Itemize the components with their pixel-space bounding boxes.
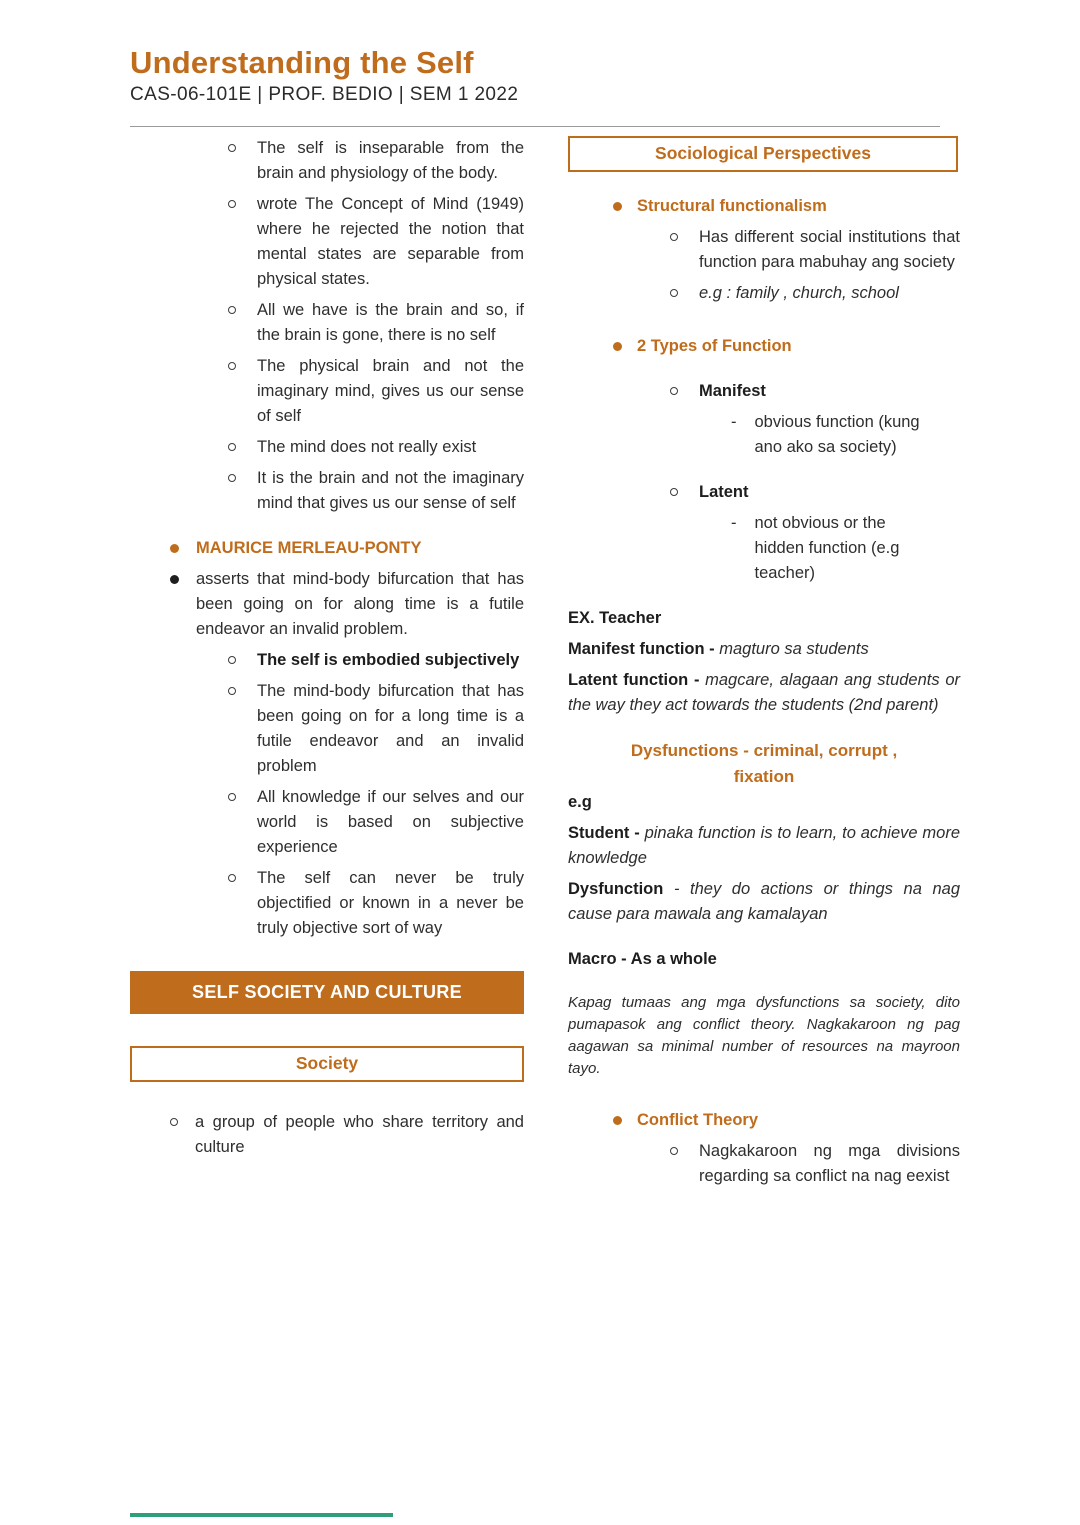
dysfunctions-heading-line2: fixation — [733, 767, 795, 786]
list-item — [670, 379, 960, 404]
page-title: Understanding the Self — [130, 45, 474, 80]
bullet-icon — [613, 1116, 622, 1125]
list-item-text: It is the brain and not the imaginary mind that gives us our sense of self — [257, 469, 524, 512]
list-item — [170, 1110, 524, 1160]
list-item — [228, 298, 524, 348]
manifest-function-lead: Manifest function - — [568, 640, 720, 658]
list-item — [228, 354, 524, 429]
list-item — [228, 136, 524, 186]
list-item-text: asserts that mind-body bifurcation that has been going on for along time is a futile endeavor an invalid problem. — [196, 570, 524, 638]
list-item-text: The self is inseparable from the brain and physiology of the body. — [257, 139, 524, 182]
list-item — [228, 466, 524, 516]
latent-function-lead: Latent function - — [568, 671, 706, 689]
latent-function-line — [568, 668, 960, 718]
bullet-icon — [613, 202, 622, 211]
list-item — [670, 281, 960, 306]
heading-text: Structural functionalism — [637, 197, 827, 215]
list-item-text: All we have is the brain and so, if the brain is gone, there is no self — [257, 301, 524, 344]
list-item-text: Has different social institutions that function para mabuhay ang society — [699, 228, 960, 271]
dash-bullet-icon — [731, 511, 737, 536]
eg-label: e.g — [568, 793, 592, 811]
circle-bullet-icon — [228, 443, 236, 451]
circle-bullet-icon — [228, 687, 236, 695]
student-lead: Student - — [568, 824, 645, 842]
list-item — [228, 435, 524, 460]
circle-bullet-icon — [670, 289, 678, 297]
page-header — [130, 46, 950, 107]
list-item — [228, 866, 524, 941]
list-item-text: Manifest — [699, 382, 766, 400]
heading-text: Conflict Theory — [637, 1111, 759, 1129]
list-item — [731, 410, 960, 460]
next-section-divider-partial — [130, 1513, 393, 1517]
dash-bullet-icon — [731, 410, 737, 435]
circle-bullet-icon — [228, 474, 236, 482]
list-item — [670, 225, 960, 275]
right-column — [568, 136, 960, 1195]
macro-line: Macro - As a whole — [568, 950, 717, 968]
student-text: pinaka function is to learn, to achieve more knowledge — [568, 824, 960, 867]
circle-bullet-icon — [670, 233, 678, 241]
list-item-text: Latent — [699, 483, 749, 501]
dysfunction-text: - they do actions or things na nag cause para mawala ang kamalayan — [568, 880, 960, 923]
dysfunction-example-line — [568, 877, 960, 927]
heading-text: MAURICE MERLEAU-PONTY — [196, 539, 422, 557]
dysfunction-lead: Dysfunction — [568, 880, 664, 898]
list-item-text: obvious function (kung ano ako sa society) — [754, 413, 920, 456]
bullet-icon — [170, 575, 179, 584]
sociological-perspectives-box — [568, 136, 958, 172]
dysfunctions-heading-line1: Dysfunctions - criminal, corrupt , — [630, 741, 898, 760]
heading-conflict-theory — [613, 1108, 960, 1133]
heading-structural-functionalism — [613, 194, 960, 219]
list-item-text: e.g : family , church, school — [699, 284, 899, 302]
circle-bullet-icon — [228, 200, 236, 208]
circle-bullet-icon — [170, 1118, 178, 1126]
sociological-perspectives-text: Sociological Perspectives — [655, 143, 871, 163]
circle-bullet-icon — [670, 387, 678, 395]
circle-bullet-icon — [228, 874, 236, 882]
latent-function-text: magcare, alagaan ang students or the way they act towards the students (2nd parent) — [568, 671, 960, 714]
list-item-text: The self can never be truly objectified or known in a never be truly objective sort of way — [257, 869, 524, 937]
bullet-icon — [170, 544, 179, 553]
circle-bullet-icon — [228, 656, 236, 664]
circle-bullet-icon — [228, 144, 236, 152]
heading-two-types-of-function — [613, 334, 960, 359]
circle-bullet-icon — [228, 306, 236, 314]
list-item — [670, 1139, 960, 1189]
manifest-function-text: magturo sa students — [719, 640, 869, 658]
heading-text: 2 Types of Function — [637, 337, 792, 355]
list-item-text: not obvious or the hidden function (e.g teacher) — [754, 514, 900, 582]
example-teacher-title: EX. Teacher — [568, 609, 662, 627]
list-item-text: Nagkakaroon ng mga divisions regarding sa conflict na nag eexist — [699, 1142, 960, 1185]
circle-bullet-icon — [228, 793, 236, 801]
list-item-text: The physical brain and not the imaginary mind, gives us our sense of self — [257, 357, 524, 425]
bullet-icon — [613, 342, 622, 351]
list-item-text: The mind does not really exist — [257, 438, 477, 456]
heading-merleau-ponty — [170, 536, 524, 561]
list-item — [228, 785, 524, 860]
list-item-text: a group of people who share territory and culture — [195, 1113, 524, 1156]
circle-bullet-icon — [228, 362, 236, 370]
list-item-text: wrote The Concept of Mind (1949) where he rejected the notion that mental states are separable from physical states. — [257, 195, 524, 288]
list-item-text: The mind-body bifurcation that has been going on for a long time is a futile endeavor and an invalid problem — [257, 682, 524, 775]
list-item — [670, 480, 960, 505]
list-item-text: The self is embodied subjectively — [257, 651, 520, 669]
section-banner-self-society-culture: SELF SOCIETY AND CULTURE — [130, 971, 524, 1014]
page-subtitle: CAS-06-101E | PROF. BEDIO | SEM 1 2022 — [130, 84, 519, 105]
circle-bullet-icon — [670, 488, 678, 496]
list-item — [170, 567, 524, 642]
list-item — [228, 648, 524, 673]
dysfunctions-heading — [568, 738, 960, 790]
student-example-line — [568, 821, 960, 871]
left-column — [130, 136, 524, 1166]
list-item-text: All knowledge if our selves and our world is based on subjective experience — [257, 788, 524, 856]
list-item — [731, 511, 960, 586]
society-heading-box — [130, 1046, 524, 1082]
header-rule — [130, 126, 940, 127]
manifest-function-line — [568, 637, 960, 662]
society-heading-text: Society — [295, 1053, 359, 1073]
circle-bullet-icon — [670, 1147, 678, 1155]
list-item — [228, 192, 524, 292]
conflict-note: Kapag tumaas ang mga dysfunctions sa society, dito pumapasok ang conflict theory. Nagkakaroon ng pag aagawan sa minimal number of resources na mayroon tayo. — [568, 994, 960, 1077]
list-item — [228, 679, 524, 779]
